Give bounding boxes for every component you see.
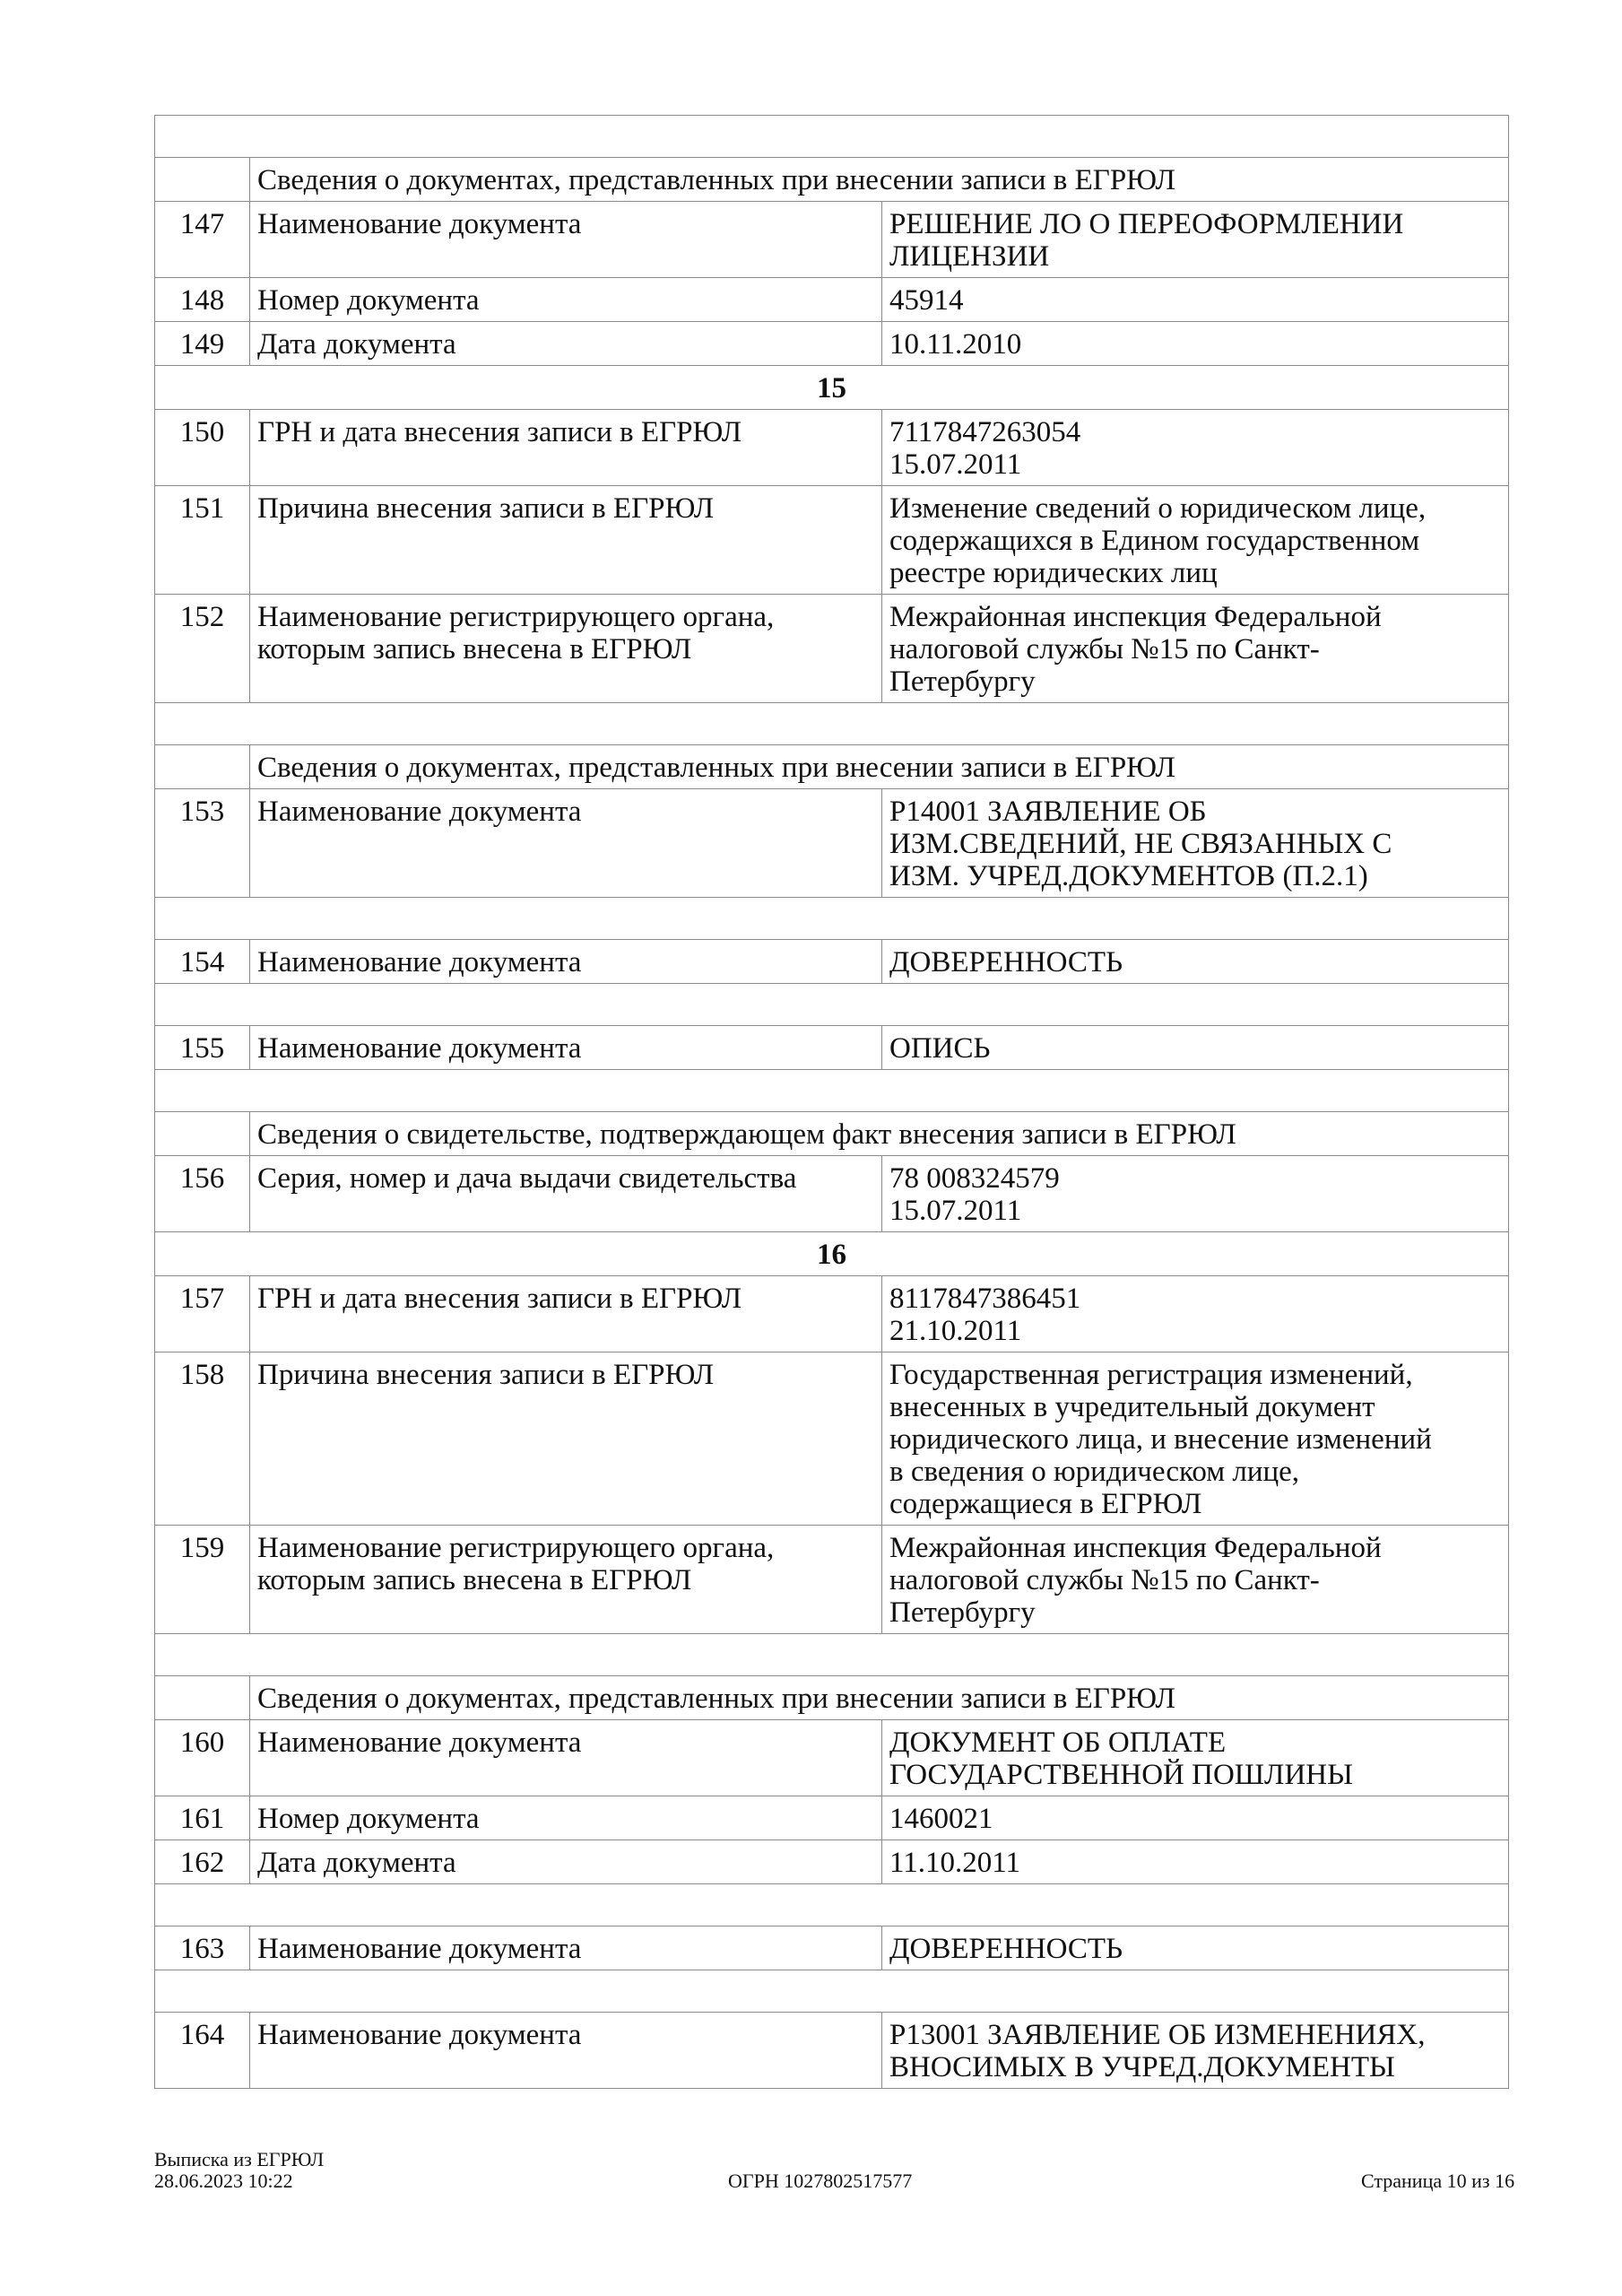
empty-cell <box>155 703 1509 745</box>
section-row <box>155 366 1509 410</box>
field-value-line: 1460021 <box>889 1803 993 1835</box>
empty-row <box>155 1634 1509 1676</box>
data-row <box>155 1720 1509 1796</box>
field-label: Наименование документа <box>250 789 882 898</box>
field-label: Наименование документа <box>250 940 882 984</box>
subheader-text: Сведения о документах, представленных при внесении записи в ЕГРЮЛ <box>250 1676 1509 1720</box>
field-label: Наименование документа <box>250 1926 882 1970</box>
data-row <box>155 2013 1509 2089</box>
field-value-line: Р14001 ЗАЯВЛЕНИЕ ОБ <box>889 796 1207 828</box>
field-value-line: ИЗМ. УЧРЕД.ДОКУМЕНТОВ (П.2.1) <box>889 860 1368 892</box>
subheader-row <box>155 745 1509 789</box>
field-value-line: 21.10.2011 <box>889 1315 1022 1347</box>
data-row <box>155 1352 1509 1526</box>
field-value-line: 15.07.2011 <box>889 448 1022 481</box>
data-row <box>155 1026 1509 1070</box>
footer-doc-name: Выписка из ЕГРЮЛ <box>154 2148 325 2170</box>
field-value-line: 78 008324579 <box>889 1162 1060 1195</box>
field-value-line: реестре юридических лиц <box>889 557 1218 589</box>
field-label: Дата документа <box>250 322 882 366</box>
egrul-table-body <box>155 116 1509 2089</box>
data-row <box>155 278 1509 322</box>
empty-cell <box>155 898 1509 940</box>
row-number: 157 <box>155 1276 250 1352</box>
data-row <box>155 940 1509 984</box>
row-number: 161 <box>155 1796 250 1840</box>
field-value-line: юридического лица, и внесение изменений <box>889 1423 1432 1456</box>
field-value <box>882 789 1509 898</box>
field-value-line: ДОВЕРЕННОСТЬ <box>889 1933 1123 1965</box>
field-value <box>882 486 1509 595</box>
data-row <box>155 1276 1509 1352</box>
subheader-row <box>155 158 1509 202</box>
field-value <box>882 1352 1509 1526</box>
data-row <box>155 1840 1509 1884</box>
subheader-num-cell <box>155 745 250 789</box>
field-value <box>882 1526 1509 1634</box>
subheader-num-cell <box>155 1112 250 1156</box>
data-row <box>155 202 1509 278</box>
empty-row <box>155 1884 1509 1926</box>
field-label: Дата документа <box>250 1840 882 1884</box>
row-number: 147 <box>155 202 250 278</box>
field-value-line: 10.11.2010 <box>889 328 1022 361</box>
field-value-line: ЛИЦЕНЗИИ <box>889 240 1050 273</box>
field-label: Наименование документа <box>250 1026 882 1070</box>
field-value-line: 8117847386451 <box>889 1283 1081 1315</box>
field-value <box>882 1840 1509 1884</box>
subheader-row <box>155 1676 1509 1720</box>
empty-cell <box>155 116 1509 158</box>
field-value <box>882 202 1509 278</box>
field-value-line: содержащиеся в ЕГРЮЛ <box>889 1488 1202 1520</box>
field-label: Наименование регистрирующего органа, которым запись внесена в ЕГРЮЛ <box>250 1526 882 1634</box>
field-value-line: Межрайонная инспекция Федеральной <box>889 1532 1382 1564</box>
field-label: Серия, номер и дача выдачи свидетельства <box>250 1156 882 1232</box>
egrul-table <box>154 115 1509 2089</box>
subheader-row <box>155 1112 1509 1156</box>
field-label: Причина внесения записи в ЕГРЮЛ <box>250 1352 882 1526</box>
empty-row <box>155 116 1509 158</box>
field-value-line: налоговой службы №15 по Санкт- <box>889 633 1320 665</box>
field-value-line: Петербургу <box>889 1596 1036 1629</box>
row-number: 150 <box>155 410 250 486</box>
row-number: 158 <box>155 1352 250 1526</box>
field-value-line: ИЗМ.СВЕДЕНИЙ, НЕ СВЯЗАННЫХ С <box>889 828 1392 860</box>
field-value <box>882 1926 1509 1970</box>
field-value <box>882 1156 1509 1232</box>
subheader-num-cell <box>155 158 250 202</box>
field-value <box>882 940 1509 984</box>
field-value-line: Петербургу <box>889 665 1036 698</box>
field-value-line: Государственная регистрация изменений, <box>889 1359 1413 1391</box>
field-value-line: внесенных в учредительный документ <box>889 1391 1375 1423</box>
row-number: 152 <box>155 595 250 703</box>
field-value-line: ОПИСЬ <box>889 1032 991 1065</box>
footer-page-number: Страница 10 из 16 <box>1361 2170 1515 2192</box>
field-value-line: Р13001 ЗАЯВЛЕНИЕ ОБ ИЗМЕНЕНИЯХ, <box>889 2019 1426 2051</box>
row-number: 153 <box>155 789 250 898</box>
data-row <box>155 410 1509 486</box>
field-label: Наименование документа <box>250 202 882 278</box>
section-number: 15 <box>155 366 1509 410</box>
section-row <box>155 1232 1509 1276</box>
data-row <box>155 1926 1509 1970</box>
field-value <box>882 322 1509 366</box>
data-row <box>155 486 1509 595</box>
field-value-line: ДОКУМЕНТ ОБ ОПЛАТЕ <box>889 1726 1227 1759</box>
empty-cell <box>155 984 1509 1026</box>
data-row <box>155 1156 1509 1232</box>
row-number: 160 <box>155 1720 250 1796</box>
subheader-text: Сведения о документах, представленных при внесении записи в ЕГРЮЛ <box>250 745 1509 789</box>
field-value <box>882 1026 1509 1070</box>
field-value-line: в сведения о юридическом лице, <box>889 1456 1300 1488</box>
row-number: 149 <box>155 322 250 366</box>
empty-row <box>155 1970 1509 2013</box>
field-label: Номер документа <box>250 278 882 322</box>
field-value <box>882 1796 1509 1840</box>
row-number: 156 <box>155 1156 250 1232</box>
empty-cell <box>155 1970 1509 2013</box>
data-row <box>155 322 1509 366</box>
field-value <box>882 278 1509 322</box>
row-number: 164 <box>155 2013 250 2089</box>
field-value-line: ДОВЕРЕННОСТЬ <box>889 946 1123 978</box>
row-number: 159 <box>155 1526 250 1634</box>
footer-ogrn: ОГРН 1027802517577 <box>728 2170 913 2192</box>
section-number: 16 <box>155 1232 1509 1276</box>
data-row <box>155 1526 1509 1634</box>
field-value <box>882 1276 1509 1352</box>
field-value-line: 15.07.2011 <box>889 1195 1022 1227</box>
field-value <box>882 595 1509 703</box>
field-value-line: ВНОСИМЫХ В УЧРЕД.ДОКУМЕНТЫ <box>889 2051 1395 2083</box>
empty-cell <box>155 1634 1509 1676</box>
row-number: 154 <box>155 940 250 984</box>
footer-left <box>154 2149 324 2192</box>
data-row <box>155 789 1509 898</box>
field-label: ГРН и дата внесения записи в ЕГРЮЛ <box>250 410 882 486</box>
field-label: Наименование документа <box>250 2013 882 2089</box>
field-label: ГРН и дата внесения записи в ЕГРЮЛ <box>250 1276 882 1352</box>
row-number: 163 <box>155 1926 250 1970</box>
subheader-text: Сведения о документах, представленных при внесении записи в ЕГРЮЛ <box>250 158 1509 202</box>
empty-row <box>155 898 1509 940</box>
field-label: Причина внесения записи в ЕГРЮЛ <box>250 486 882 595</box>
field-value-line: 45914 <box>889 284 964 317</box>
field-value-line: РЕШЕНИЕ ЛО О ПЕРЕОФОРМЛЕНИИ <box>889 208 1404 240</box>
field-value <box>882 410 1509 486</box>
field-value-line: 11.10.2011 <box>889 1847 1021 1879</box>
field-label: Наименование документа <box>250 1720 882 1796</box>
empty-row <box>155 984 1509 1026</box>
empty-cell <box>155 1884 1509 1926</box>
empty-row <box>155 1070 1509 1112</box>
field-label: Номер документа <box>250 1796 882 1840</box>
empty-cell <box>155 1070 1509 1112</box>
field-value <box>882 1720 1509 1796</box>
row-number: 151 <box>155 486 250 595</box>
field-value-line: содержащихся в Едином государственном <box>889 525 1420 557</box>
row-number: 162 <box>155 1840 250 1884</box>
field-value-line: 7117847263054 <box>889 416 1081 448</box>
field-value-line: ГОСУДАРСТВЕННОЙ ПОШЛИНЫ <box>889 1759 1353 1791</box>
field-value <box>882 2013 1509 2089</box>
data-row <box>155 595 1509 703</box>
row-number: 148 <box>155 278 250 322</box>
field-value-line: Межрайонная инспекция Федеральной <box>889 601 1382 633</box>
row-number: 155 <box>155 1026 250 1070</box>
field-value-line: Изменение сведений о юридическом лице, <box>889 492 1427 525</box>
subheader-text: Сведения о свидетельстве, подтверждающем факт внесения записи в ЕГРЮЛ <box>250 1112 1509 1156</box>
footer-datetime: 28.06.2023 10:22 <box>154 2170 293 2192</box>
data-row <box>155 1796 1509 1840</box>
field-label: Наименование регистрирующего органа, которым запись внесена в ЕГРЮЛ <box>250 595 882 703</box>
field-value-line: налоговой службы №15 по Санкт- <box>889 1564 1320 1596</box>
empty-row <box>155 703 1509 745</box>
subheader-num-cell <box>155 1676 250 1720</box>
